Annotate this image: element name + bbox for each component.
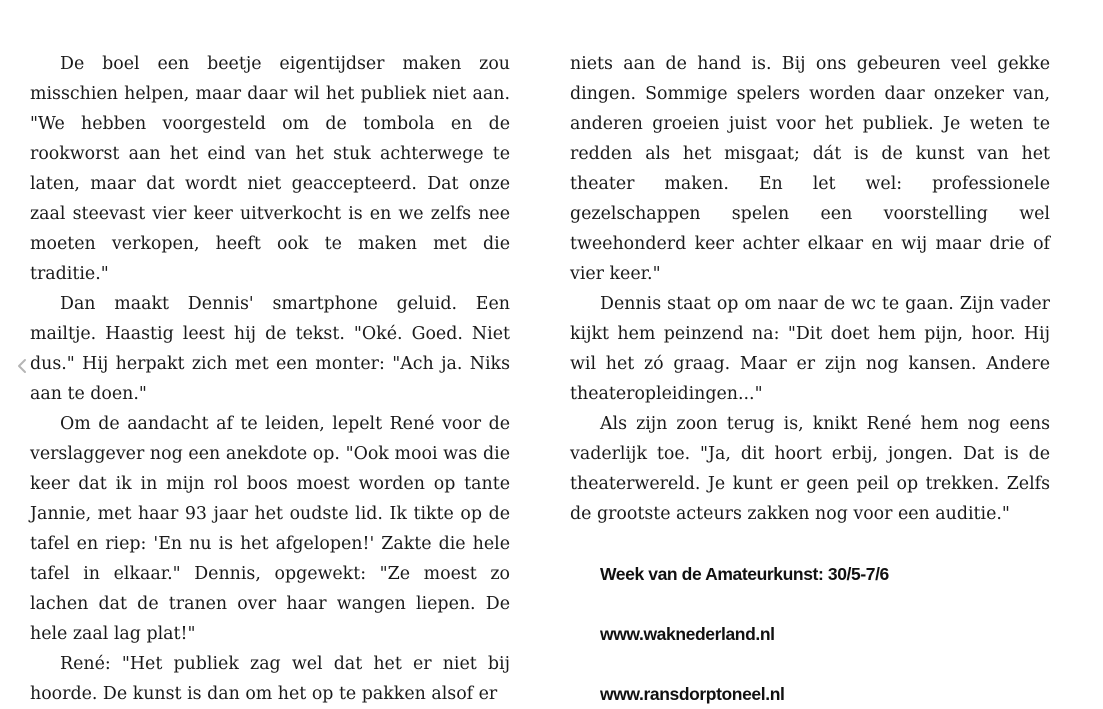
paragraph: René: "Het publiek zag wel dat het er niet bij hoorde. De kunst is dan om het op te pakken alsof er	[30, 654, 510, 704]
paragraph: Dan maakt Dennis' smartphone geluid. Een mailtje. Haastig leest hij de tekst. "Oké. Goed. Niet dus." Hij herpakt zich met een monter: "Ach ja. Niks aan te doen."	[30, 294, 510, 404]
chevron-left-icon	[13, 352, 33, 380]
previous-page-button[interactable]	[13, 352, 33, 380]
website-link[interactable]: www.waknederland.nl	[600, 624, 775, 644]
website-link[interactable]: www.ransdorptoneel.nl	[600, 684, 785, 704]
paragraph: Dennis staat op om naar de wc te gaan. Zijn vader kijkt hem peinzend na: "Dit doet hem pijn, hoor. Hij wil het zó graag. Maar er zijn nog kansen. Andere theateropleidingen..."	[570, 294, 1050, 404]
paragraph: niets aan de hand is. Bij ons gebeuren veel gekke dingen. Sommige spelers worden daar onzeker van, anderen groeien juist voor het publiek. Je weten te redden als het misgaat; dát is de kunst van het theater maken. En let wel: professionele gezelschappen spelen een voorstelling wel tweehonderd keer achter elkaar en wij maar drie of vier keer."	[570, 54, 1050, 284]
paragraph: De boel een beetje eigentijdser maken zou misschien helpen, maar daar wil het publiek niet aan. "We hebben voorgesteld om de tombola en de rookworst aan het eind van het stuk achterwege te laten, maar dat wordt niet geaccepteerd. Dat onze zaal steevast vier keer uitverkocht is en we zelfs nee moeten verkopen, heeft ook te maken met die traditie."	[30, 54, 510, 284]
event-info: Week van de Amateurkunst: 30/5-7/6	[600, 564, 889, 584]
right-column	[570, 49, 1050, 709]
left-column	[30, 49, 510, 709]
paragraph: Als zijn zoon terug is, knikt René hem nog eens vaderlijk toe. "Ja, dit hoort erbij, jongen. Dat is de theaterwereld. Je kunt er geen peil op trekken. Zelfs de grootste acteurs zakken nog voor een auditie."	[570, 414, 1050, 524]
paragraph: Om de aandacht af te leiden, lepelt René voor de verslaggever nog een anekdote op. "Ook mooi was die keer dat ik in mijn rol boos moest worden op tante Jannie, met haar 93 jaar het oudste lid. Ik tikte op de tafel en riep: 'En nu is het afgelopen!' Zakte die hele tafel in elkaar." Dennis, opgewekt: "Ze moest zo lachen dat de tranen over haar wangen liepen. De hele zaal lag plat!"	[30, 414, 510, 644]
